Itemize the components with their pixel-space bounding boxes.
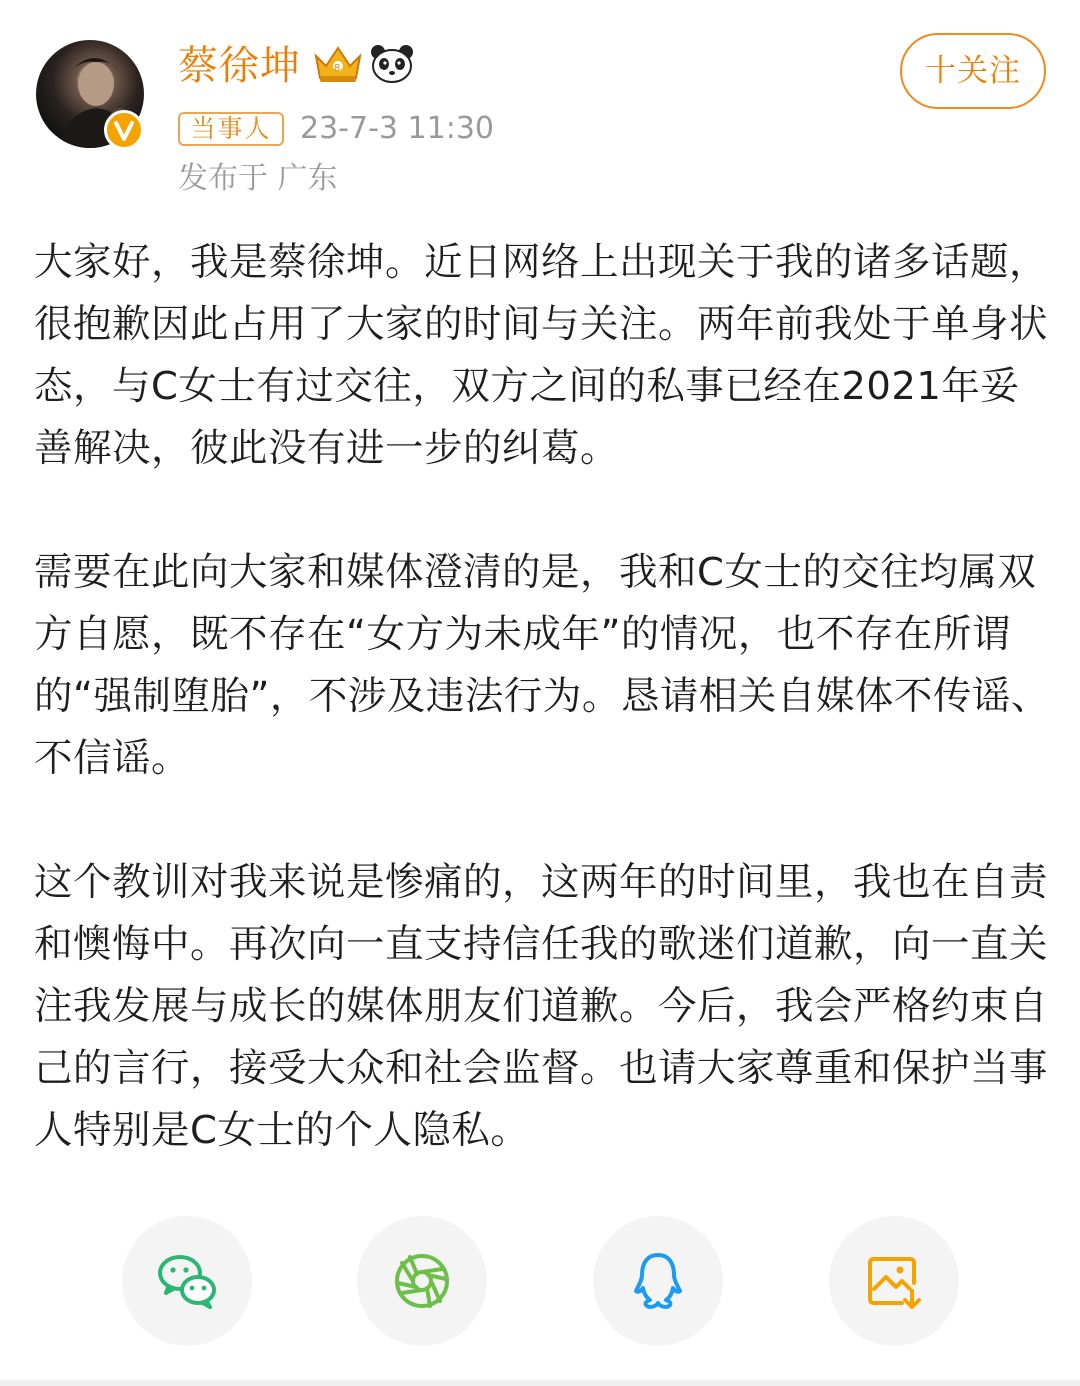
role-tag: 当事人 bbox=[178, 112, 284, 146]
post-location: 发布于 广东 bbox=[178, 161, 338, 196]
share-moments-button[interactable] bbox=[357, 1216, 487, 1346]
svg-text:8: 8 bbox=[334, 63, 341, 74]
post-body bbox=[34, 232, 1050, 1224]
wechat-icon bbox=[155, 1249, 219, 1313]
share-qq-button[interactable] bbox=[593, 1216, 723, 1346]
save-image-icon bbox=[862, 1249, 926, 1313]
post-timestamp: 23-7-3 11:30 bbox=[300, 111, 494, 146]
share-row bbox=[0, 1216, 1080, 1346]
save-image-button[interactable] bbox=[829, 1216, 959, 1346]
panda-icon bbox=[370, 44, 414, 84]
post-paragraph: 需要在此向大家和媒体澄清的是，我和C女士的交往均属双方自愿，既不存在“女方为未成年”的情况，也不存在所谓的“强制堕胎”，不涉及违法行为。恳请相关自媒体不传谣、不信谣。 bbox=[34, 550, 1050, 781]
moments-icon bbox=[390, 1249, 454, 1313]
bottom-divider bbox=[0, 1380, 1080, 1386]
post-paragraph: 这个教训对我来说是惨痛的，这两年的时间里，我也在自责和懊悔中。再次向一直支持信任我的歌迷们道歉，向一直关注我发展与成长的媒体朋友们道歉。今后，我会严格约束自己的言行，接受大众和社会监督。也请大家尊重和保护当事人特别是C女士的个人隐私。 bbox=[34, 860, 1049, 1153]
post-paragraph: 大家好，我是蔡徐坤。近日网络上出现关于我的诸多话题，很抱歉因此占用了大家的时间与关注。两年前我处于单身状态，与C女士有过交往，双方之间的私事已经在2021年妥善解决，彼此没有进一步的纠葛。 bbox=[34, 240, 1049, 471]
qq-icon bbox=[626, 1249, 690, 1313]
author-name[interactable]: 蔡徐坤 bbox=[178, 43, 301, 89]
follow-button[interactable]: 十关注 bbox=[900, 33, 1046, 109]
verified-badge-icon bbox=[104, 110, 144, 150]
share-wechat-button[interactable] bbox=[122, 1216, 252, 1346]
crown-icon bbox=[312, 44, 364, 84]
